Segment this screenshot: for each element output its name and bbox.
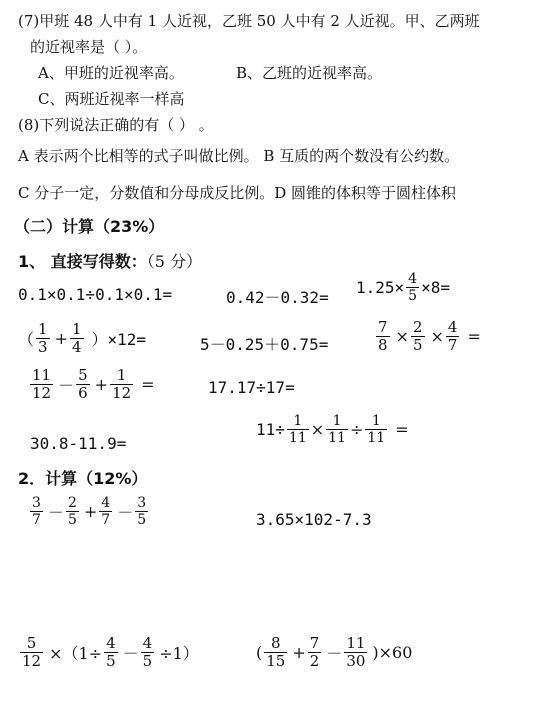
expr-10-prefix: 11÷ xyxy=(256,420,285,439)
part1-heading xyxy=(18,249,202,272)
fraction: $\frac{3}{5}$ xyxy=(137,495,147,528)
fraction: $\frac{5}{6}$ xyxy=(78,366,88,402)
calc-1 xyxy=(28,496,150,527)
question-8-options-ab: A 表示两个比相等的式子叫做比例。 B 互质的两个数没有公约数。 xyxy=(18,147,460,165)
fraction: $\frac{7}{8}$ xyxy=(378,318,388,354)
fraction: $\frac{7}{2}$ xyxy=(309,634,320,670)
expr-7 xyxy=(28,368,155,401)
fraction: $\frac{4}{7}$ xyxy=(101,495,111,528)
operator: + xyxy=(83,502,98,521)
operator: × xyxy=(430,327,444,346)
question-7-option-a: A、甲班的近视率高。 xyxy=(38,64,184,82)
calc-2: 3.65×102-7.3 xyxy=(256,510,372,529)
fraction: $\frac{4}{7}$ xyxy=(447,318,458,354)
fraction: $\frac{4}{5}$ xyxy=(142,634,153,670)
calc-4 xyxy=(256,636,412,669)
question-7-line2: 的近视率是（ ）。 xyxy=(30,38,148,56)
operator: + xyxy=(292,643,306,662)
expr-4-suffix: ）×12= xyxy=(91,330,147,349)
equals: = xyxy=(141,375,155,394)
calc-3-suffix: ÷1） xyxy=(159,644,199,663)
fraction: $\frac{1}{11}$ xyxy=(288,413,307,446)
operator: ÷ xyxy=(349,420,364,439)
calc-3 xyxy=(18,636,199,669)
part1-title: 1、 直接写得数 xyxy=(18,252,131,271)
equals: = xyxy=(467,327,481,346)
question-8-options-cd: C 分子一定，分数值和分母成反比例。D 圆锥的体积等于圆柱体积 xyxy=(18,184,457,202)
question-7-option-c: C、两班近视率一样高 xyxy=(38,90,185,108)
expr-3 xyxy=(356,272,450,303)
fraction: $\frac{1}{3}$ xyxy=(38,320,48,356)
fraction: $\frac{11}{30}$ xyxy=(346,634,366,670)
fraction: $\frac{1}{11}$ xyxy=(328,413,346,446)
fraction: $\frac{4}{5}$ xyxy=(106,634,116,670)
fraction: $\frac{1}{4}$ xyxy=(71,320,82,356)
fraction: $\frac{8}{15}$ xyxy=(266,634,286,670)
expr-1: 0.1×0.1÷0.1×0.1= xyxy=(18,285,173,304)
fraction: $\frac{2}{5}$ xyxy=(412,318,423,354)
operator: － xyxy=(47,503,64,522)
fraction: $\frac{5}{12}$ xyxy=(22,634,42,670)
operator: ×（1÷ xyxy=(49,644,103,663)
expr-3-suffix: ×8= xyxy=(421,278,450,297)
expr-8: 17.17÷17= xyxy=(208,378,295,397)
expr-2: 0.42－0.32= xyxy=(226,288,329,307)
section-title: （二）计算（23%） xyxy=(14,217,165,236)
expr-9: 30.8-11.9= xyxy=(30,434,127,453)
operator: － xyxy=(326,644,343,663)
fraction: $\frac{4}{5}$ xyxy=(408,271,418,304)
operator: － xyxy=(122,644,139,663)
operator: － xyxy=(117,503,134,522)
operator: × xyxy=(310,420,325,439)
part1-points: （5 分） xyxy=(146,252,203,271)
operator: × xyxy=(395,327,409,346)
calc-4-suffix: )×60 xyxy=(372,643,413,662)
fraction: $\frac{2}{5}$ xyxy=(67,495,77,528)
fraction: $\frac{3}{7}$ xyxy=(32,495,41,528)
fraction: $\frac{1}{12}$ xyxy=(112,366,132,402)
expr-10 xyxy=(256,414,409,445)
expr-4-open: （ xyxy=(18,330,35,349)
expr-3-prefix: 1.25× xyxy=(356,278,405,297)
expr-5: 5－0.25＋0.75= xyxy=(200,335,329,354)
equals: = xyxy=(395,420,409,439)
operator: + xyxy=(94,375,109,394)
expr-4 xyxy=(18,322,146,355)
calc-4-open: ( xyxy=(256,643,263,662)
part2-title: 2．计算（12%） xyxy=(18,469,148,488)
fraction: $\frac{11}{12}$ xyxy=(32,366,52,402)
expr-6 xyxy=(374,320,481,353)
operator: － xyxy=(58,376,75,395)
operator: + xyxy=(54,329,68,348)
question-7-option-b: B、乙班的近视率高。 xyxy=(236,64,383,82)
question-7-line1: (7)甲班 48 人中有 1 人近视，乙班 50 人中有 2 人近视。甲、乙两班 xyxy=(18,12,480,30)
fraction: $\frac{1}{11}$ xyxy=(367,413,386,446)
part1-title-colon: ： xyxy=(130,252,147,271)
question-8-line: (8)下列说法正确的有（ ） 。 xyxy=(18,116,214,134)
